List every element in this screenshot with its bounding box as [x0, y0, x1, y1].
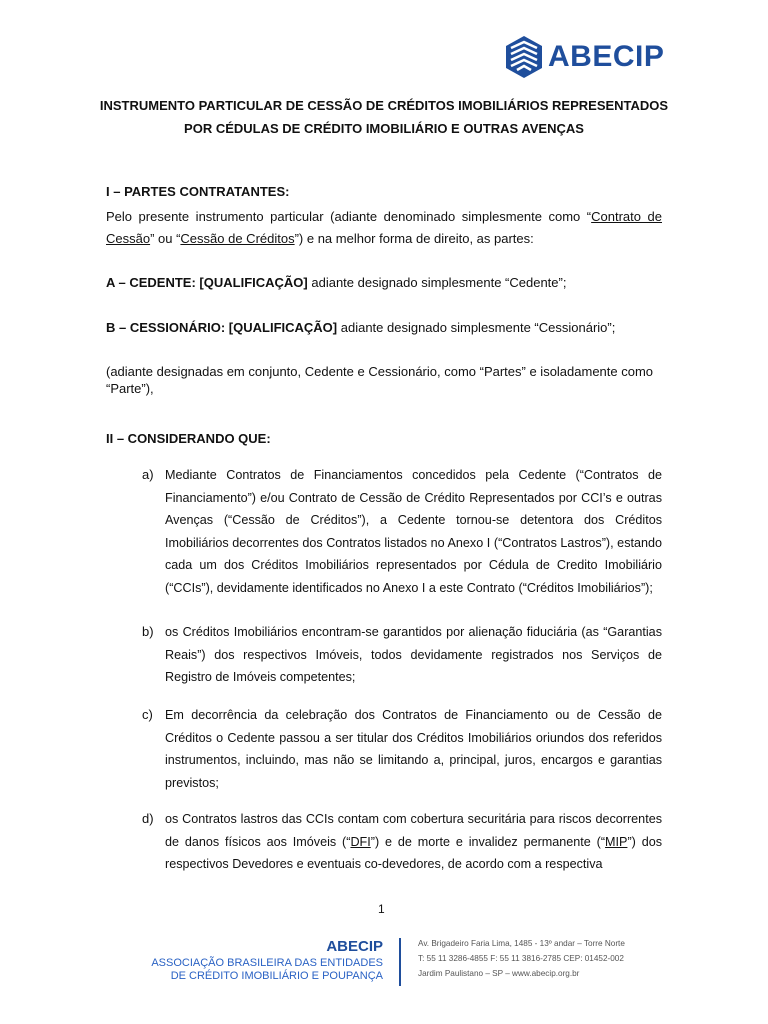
cessionario-label: B – CESSIONÁRIO: [QUALIFICAÇÃO]	[106, 320, 338, 335]
cedente-paragraph	[106, 272, 662, 294]
section-heading-considerando: II – CONSIDERANDO QUE:	[106, 431, 271, 446]
item-a-letter: a)	[142, 467, 154, 482]
mip-term: MIP	[605, 834, 628, 849]
cessionario-text: adiante designado simplesmente “Cessionário”;	[337, 320, 616, 335]
item-b-letter: b)	[142, 624, 154, 639]
cessionario-paragraph	[106, 317, 662, 339]
cessao-de-creditos-term: Cessão de Créditos	[180, 231, 295, 246]
contrato-de-cessao-term: Contrato de Cessão	[106, 209, 662, 246]
section-heading-partes: I – PARTES CONTRATANTES:	[106, 184, 290, 199]
footer-address-line-2: T: 55 11 3286-4855 F: 55 11 3816-2785 CEP: 01452-002	[418, 953, 624, 963]
footer-address-line-1: Av. Brigadeiro Faria Lima, 1485 - 13º andar – Torre Norte	[418, 939, 625, 948]
logo-text: ABECIP	[548, 40, 665, 73]
cedente-label: A – CEDENTE: [QUALIFICAÇÃO]	[106, 275, 308, 290]
title-line-1: INSTRUMENTO PARTICULAR DE CESSÃO DE CRÉDITOS IMOBILIÁRIOS REPRESENTADOS	[99, 98, 669, 113]
footer-address	[418, 937, 625, 981]
footer-org-line-2: DE CRÉDITO IMOBILIÁRIO E POUPANÇA	[170, 969, 383, 982]
page-number: 1	[378, 902, 385, 916]
footer-name: ABECIP	[326, 938, 383, 955]
document-title	[60, 94, 708, 140]
abecip-emblem-icon	[503, 34, 545, 80]
footer-organization	[150, 937, 383, 982]
item-c-text: Em decorrência da celebração dos Contratos de Financiamento ou de Cessão de Créditos o Cedente passou a ser titular dos Créditos Imobiliários oriundos dos referidos instrumentos, incluindo, mas não se limitando a, principal, juros, encargos e garantias previstos;	[165, 708, 662, 790]
partes-paragraph: (adiante designadas em conjunto, Cedente e Cessionário, como “Partes” e isoladamente como “Parte”),	[106, 364, 654, 396]
footer-divider	[399, 938, 401, 986]
footer-org-line-1: ASSOCIAÇÃO BRASILEIRA DAS ENTIDADES	[151, 957, 383, 969]
abecip-logo	[503, 34, 664, 80]
intro-paragraph: Pelo presente instrumento particular (adiante denominado simplesmente como “Contrato de Cessão” ou “Cessão de Créditos”) e na melhor forma de direito, as partes:	[106, 209, 662, 246]
item-d-text: os Contratos lastros das CCIs contam com cobertura securitária para riscos decorrentes de danos físicos aos Imóveis (“DFI”) e de morte e invalidez permanente (“MIP”) dos respectivos Devedores e eventuais co-devedores, de acordo com a respectiva	[165, 812, 662, 871]
item-b-text: os Créditos Imobiliários encontram-se garantidos por alienação fiduciária (as “Garantias Reais”) dos respectivos Imóveis, todos devidamente registrados nos Serviços de Registro de Imóveis competentes;	[165, 625, 662, 684]
title-line-2: POR CÉDULAS DE CRÉDITO IMOBILIÁRIO E OUTRAS AVENÇAS	[184, 121, 584, 136]
item-a-text: Mediante Contratos de Financiamentos concedidos pela Cedente (“Contratos de Financiamento”) e/ou Contrato de Cessão de Crédito Representados por CCI’s e outras Avenças (“Cessão de Créditos”), a Cedente tornou-se detentora dos Créditos Imobiliários decorrentes dos Contratos listados no Anexo I (“Contratos Lastros”), estando cada um dos Créditos Imobiliários representados por Cédula de Credito Imobiliário (“CCIs”), devidamente identificados no Anexo I a este Contrato (“Créditos Imobiliários”);	[165, 468, 662, 595]
footer-address-line-3: Jardim Paulistano – SP – www.abecip.org.br	[418, 968, 580, 978]
dfi-term: DFI	[350, 834, 371, 849]
item-d-letter: d)	[142, 811, 154, 826]
cedente-text: adiante designado simplesmente “Cedente”;	[307, 275, 567, 290]
item-c-letter: c)	[142, 707, 153, 722]
